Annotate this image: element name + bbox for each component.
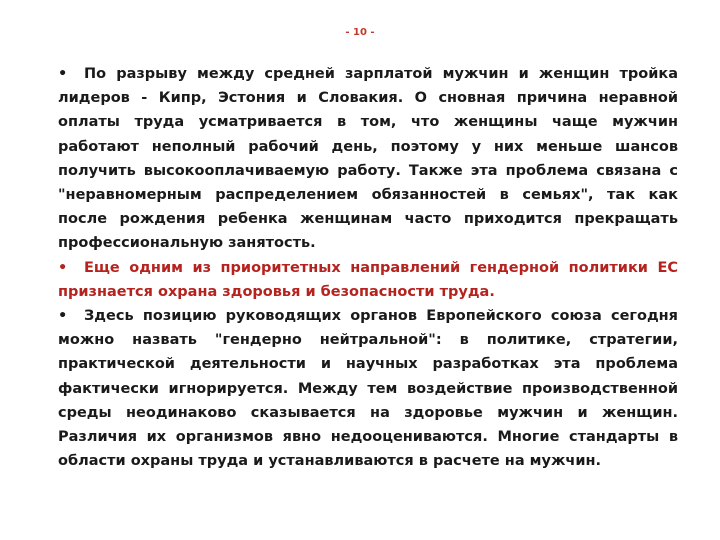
paragraph-text: Здесь позицию руководящих органов Европейского союза сегодня можно назвать "гендерно нейтральной": в политике, стратегии, практической деятельности и научных разработках эта проблема фактически игнорируется. Между тем воздействие производственной среды неодинаково сказывается на здоровье мужчин и женщин. Различия их организмов явно недооцениваются. Многие стандарты в области охраны труда и устанавливаются в расчете на мужчин. xyxy=(58,308,678,470)
paragraph-gender-pay-gap xyxy=(58,62,678,256)
paragraph-text: По разрыву между средней зарплатой мужчин и женщин тройка лидеров - Кипр, Эстония и Словакия. О сновная причина неравной оплаты труда усматривается в том, что женщины чаще мужчин работают неполный рабочий день, поэтому у них меньше шансов получить высокооплачиваемую работу. Также эта проблема связана с "неравномерным распределением обязанностей в семьях", так как после рождения ребенка женщинам часто приходится прекращать профессиональную занятость. xyxy=(58,66,678,252)
page-number: - 10 - xyxy=(345,27,375,38)
paragraph-eu-gender-neutral-position xyxy=(58,304,678,473)
bullet-icon: • xyxy=(58,259,68,276)
paragraph-text: Еще одним из приоритетных направлений гендерной политики ЕС признается охрана здоровья и безопасности труда. xyxy=(58,259,678,300)
document-body xyxy=(58,62,678,473)
paragraph-health-safety-priority xyxy=(58,256,678,304)
bullet-icon: • xyxy=(58,308,68,325)
bullet-icon: • xyxy=(58,66,68,82)
